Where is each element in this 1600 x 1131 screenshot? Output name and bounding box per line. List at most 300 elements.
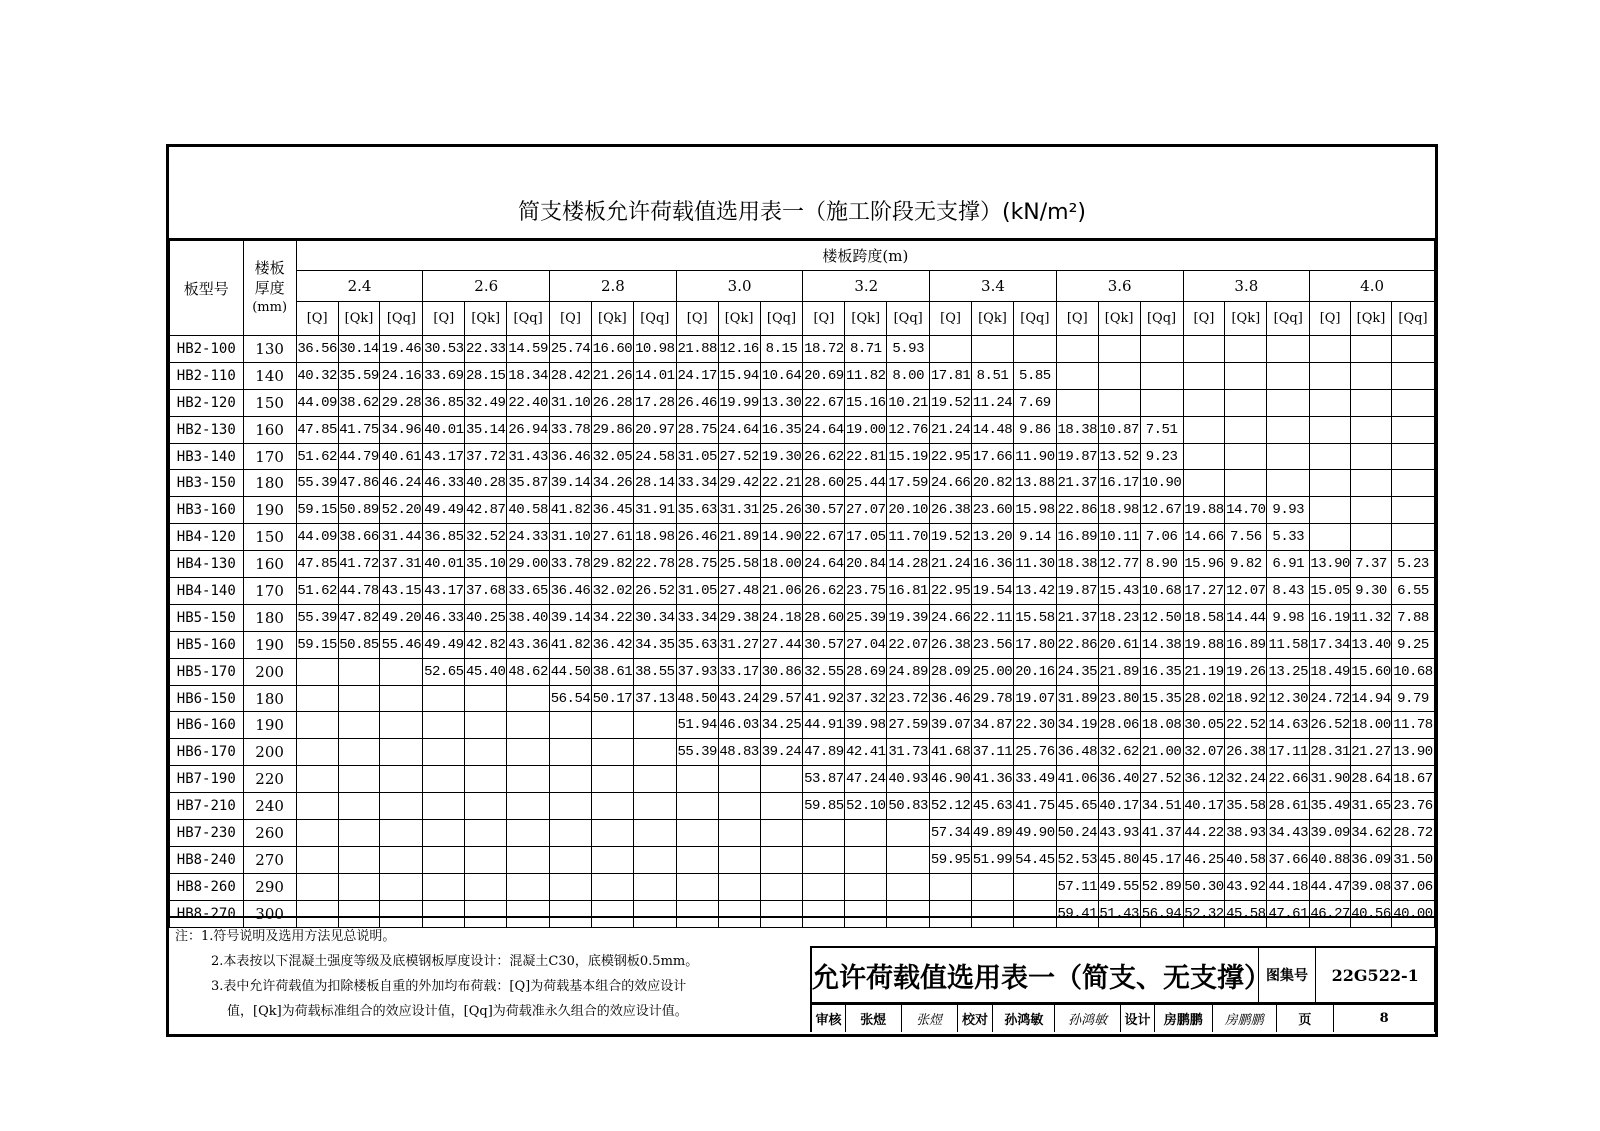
value-cell: 37.31 — [380, 551, 423, 578]
value-cell: 30.14 — [338, 336, 380, 363]
value-cell — [380, 793, 423, 820]
value-cell: 35.49 — [1310, 793, 1351, 820]
value-cell: 22.40 — [507, 389, 550, 416]
value-cell — [465, 793, 507, 820]
drawing-title: 允许荷载值选用表一（简支、无支撑） — [812, 948, 1259, 1002]
value-cell: 48.62 — [507, 658, 550, 685]
value-cell: 31.73 — [887, 739, 930, 766]
value-cell: 44.91 — [803, 712, 845, 739]
value-cell: 36.45 — [591, 497, 633, 524]
value-cell: 40.93 — [887, 766, 930, 793]
value-cell: 22.11 — [972, 604, 1014, 631]
value-cell: 32.52 — [465, 524, 507, 551]
value-cell: 22.95 — [930, 578, 972, 605]
value-cell: 25.26 — [760, 497, 803, 524]
value-cell — [972, 336, 1014, 363]
value-cell — [1310, 416, 1351, 443]
value-cell: 10.68 — [1140, 578, 1183, 605]
value-cell: 38.40 — [507, 604, 550, 631]
value-cell — [633, 739, 676, 766]
title-row — [169, 147, 1435, 240]
value-cell: 26.52 — [633, 578, 676, 605]
title-block-bottom — [810, 1004, 1435, 1032]
value-cell: 36.48 — [1056, 739, 1098, 766]
value-cell: 19.26 — [1225, 658, 1267, 685]
value-cell — [338, 793, 380, 820]
value-cell: 29.78 — [972, 685, 1014, 712]
value-cell — [507, 846, 550, 873]
value-cell: 15.96 — [1183, 551, 1225, 578]
value-cell: 37.72 — [465, 443, 507, 470]
thickness-cell: 160 — [243, 416, 296, 443]
value-cell: 16.35 — [1140, 658, 1183, 685]
value-cell — [380, 712, 423, 739]
thickness-cell: 190 — [243, 497, 296, 524]
value-cell: 14.48 — [972, 416, 1014, 443]
value-cell — [676, 766, 718, 793]
model-cell: HB2-130 — [170, 416, 244, 443]
value-cell: 48.83 — [718, 739, 760, 766]
page-label: 页 — [1277, 1004, 1335, 1032]
value-cell: 40.88 — [1310, 846, 1351, 873]
review-signature: 张煜 — [902, 1004, 958, 1032]
value-cell: 28.02 — [1183, 685, 1225, 712]
value-cell: 11.24 — [972, 389, 1014, 416]
value-cell — [423, 793, 465, 820]
value-cell — [1225, 416, 1267, 443]
value-cell — [338, 658, 380, 685]
value-cell — [1267, 470, 1310, 497]
value-cell: 34.43 — [1267, 820, 1310, 847]
title-block-top — [810, 946, 1435, 1004]
value-cell — [465, 873, 507, 900]
value-cell: 42.87 — [465, 497, 507, 524]
value-cell: 14.70 — [1225, 497, 1267, 524]
value-cell: 25.74 — [550, 336, 592, 363]
value-cell: 11.90 — [1013, 443, 1056, 470]
value-cell: 21.00 — [1140, 739, 1183, 766]
value-cell — [633, 712, 676, 739]
value-cell: 21.89 — [1098, 658, 1140, 685]
load-type-header-cell: [Q] — [550, 302, 592, 336]
value-cell — [380, 685, 423, 712]
model-cell: HB4-130 — [170, 551, 244, 578]
value-cell: 19.52 — [930, 389, 972, 416]
value-cell: 31.10 — [550, 389, 592, 416]
value-cell: 19.07 — [1013, 685, 1056, 712]
value-cell — [591, 712, 633, 739]
value-cell: 24.16 — [380, 362, 423, 389]
value-cell: 28.31 — [1310, 739, 1351, 766]
value-cell — [591, 793, 633, 820]
value-cell: 16.35 — [760, 416, 803, 443]
value-cell: 35.10 — [465, 551, 507, 578]
value-cell — [591, 820, 633, 847]
table-row — [170, 336, 1435, 363]
table-row — [170, 551, 1435, 578]
value-cell — [1225, 470, 1267, 497]
value-cell: 28.14 — [633, 470, 676, 497]
value-cell: 41.68 — [930, 739, 972, 766]
value-cell: 16.17 — [1098, 470, 1140, 497]
value-cell: 19.39 — [887, 604, 930, 631]
value-cell — [1310, 336, 1351, 363]
value-cell: 38.66 — [338, 524, 380, 551]
value-cell: 28.75 — [676, 416, 718, 443]
note-2: 2.本表按以下混凝土强度等级及底模钢板厚度设计：混凝土C30，底模钢板0.5mm。 — [211, 954, 699, 969]
value-cell — [1310, 389, 1351, 416]
value-cell: 52.10 — [845, 793, 887, 820]
value-cell: 52.20 — [380, 497, 423, 524]
table-row — [170, 793, 1435, 820]
value-cell — [296, 820, 338, 847]
value-cell: 26.94 — [507, 416, 550, 443]
value-cell: 31.44 — [380, 524, 423, 551]
value-cell: 25.58 — [718, 551, 760, 578]
value-cell: 56.94 — [1140, 900, 1183, 927]
value-cell: 21.19 — [1183, 658, 1225, 685]
value-cell — [803, 846, 845, 873]
value-cell — [1351, 470, 1392, 497]
value-cell: 46.25 — [1183, 846, 1225, 873]
page-title: 简支楼板允许荷载值选用表一（施工阶段无支撑）(kN/m²) — [517, 200, 1087, 225]
value-cell: 19.87 — [1056, 578, 1098, 605]
value-cell: 37.13 — [633, 685, 676, 712]
value-cell — [1267, 443, 1310, 470]
value-cell: 22.33 — [465, 336, 507, 363]
model-cell: HB6-150 — [170, 685, 244, 712]
value-cell — [338, 685, 380, 712]
value-cell: 47.85 — [296, 416, 338, 443]
value-cell: 15.60 — [1351, 658, 1392, 685]
value-cell — [1056, 362, 1098, 389]
value-cell: 40.25 — [465, 604, 507, 631]
value-cell — [1098, 362, 1140, 389]
value-cell: 50.83 — [887, 793, 930, 820]
value-cell — [633, 873, 676, 900]
table-row — [170, 766, 1435, 793]
value-cell — [296, 873, 338, 900]
value-cell: 40.00 — [1391, 900, 1434, 927]
value-cell: 27.48 — [718, 578, 760, 605]
value-cell: 23.75 — [845, 578, 887, 605]
value-cell — [296, 685, 338, 712]
value-cell: 26.62 — [803, 578, 845, 605]
span-header-cell: 2.4 — [296, 271, 423, 302]
value-cell: 33.17 — [718, 658, 760, 685]
value-cell: 24.66 — [930, 604, 972, 631]
span-header-cell: 4.0 — [1310, 271, 1435, 302]
value-cell: 9.23 — [1140, 443, 1183, 470]
value-cell — [760, 820, 803, 847]
value-cell: 40.61 — [380, 443, 423, 470]
model-cell: HB6-170 — [170, 739, 244, 766]
value-cell: 21.37 — [1056, 604, 1098, 631]
value-cell: 52.53 — [1056, 846, 1098, 873]
value-cell: 57.11 — [1056, 873, 1098, 900]
value-cell: 26.62 — [803, 443, 845, 470]
model-cell: HB7-210 — [170, 793, 244, 820]
value-cell: 9.98 — [1267, 604, 1310, 631]
design-label: 设计 — [1121, 1004, 1155, 1032]
model-cell: HB8-240 — [170, 846, 244, 873]
table-row — [170, 658, 1435, 685]
value-cell: 15.16 — [845, 389, 887, 416]
value-cell: 44.18 — [1267, 873, 1310, 900]
value-cell — [1098, 336, 1140, 363]
value-cell: 21.89 — [718, 524, 760, 551]
value-cell: 10.90 — [1140, 470, 1183, 497]
value-cell: 59.15 — [296, 497, 338, 524]
model-cell: HB2-100 — [170, 336, 244, 363]
value-cell: 39.14 — [550, 604, 592, 631]
value-cell — [1013, 873, 1056, 900]
load-type-header-cell: [Qk] — [718, 302, 760, 336]
value-cell: 22.66 — [1267, 766, 1310, 793]
load-type-row — [170, 302, 1435, 336]
value-cell — [1225, 336, 1267, 363]
value-cell — [296, 739, 338, 766]
value-cell: 49.49 — [423, 631, 465, 658]
value-cell: 14.01 — [633, 362, 676, 389]
model-label: 板型号 — [183, 279, 229, 298]
value-cell — [591, 846, 633, 873]
value-cell: 33.78 — [550, 416, 592, 443]
value-cell: 45.40 — [465, 658, 507, 685]
value-cell: 21.26 — [591, 362, 633, 389]
check-label: 校对 — [958, 1004, 994, 1032]
value-cell: 34.62 — [1351, 820, 1392, 847]
value-cell: 16.60 — [591, 336, 633, 363]
value-cell: 52.32 — [1183, 900, 1225, 927]
thickness-cell: 270 — [243, 846, 296, 873]
value-cell: 17.28 — [633, 389, 676, 416]
value-cell: 22.30 — [1013, 712, 1056, 739]
value-cell: 42.41 — [845, 739, 887, 766]
value-cell: 27.04 — [845, 631, 887, 658]
value-cell — [803, 873, 845, 900]
value-cell: 43.36 — [507, 631, 550, 658]
value-cell: 22.81 — [845, 443, 887, 470]
value-cell: 13.25 — [1267, 658, 1310, 685]
footer — [169, 916, 1435, 1034]
thickness-cell: 290 — [243, 873, 296, 900]
value-cell: 44.78 — [338, 578, 380, 605]
table-row — [170, 524, 1435, 551]
value-cell — [1225, 443, 1267, 470]
value-cell: 29.28 — [380, 389, 423, 416]
value-cell: 8.51 — [972, 362, 1014, 389]
value-cell: 51.62 — [296, 578, 338, 605]
value-cell — [803, 820, 845, 847]
value-cell: 44.79 — [338, 443, 380, 470]
value-cell: 17.66 — [972, 443, 1014, 470]
value-cell — [1056, 389, 1098, 416]
value-cell: 20.16 — [1013, 658, 1056, 685]
value-cell: 46.33 — [423, 470, 465, 497]
value-cell: 31.90 — [1310, 766, 1351, 793]
value-cell: 28.06 — [1098, 712, 1140, 739]
load-type-header-cell: [Qk] — [1225, 302, 1267, 336]
value-cell: 6.55 — [1391, 578, 1434, 605]
value-cell: 7.06 — [1140, 524, 1183, 551]
value-cell — [676, 793, 718, 820]
value-cell — [423, 739, 465, 766]
value-cell: 26.28 — [591, 389, 633, 416]
value-cell: 40.58 — [1225, 846, 1267, 873]
thickness-cell: 150 — [243, 389, 296, 416]
thickness-cell: 130 — [243, 336, 296, 363]
value-cell: 12.77 — [1098, 551, 1140, 578]
value-cell — [760, 846, 803, 873]
value-cell: 50.24 — [1056, 820, 1098, 847]
value-cell: 20.10 — [887, 497, 930, 524]
value-cell: 17.34 — [1310, 631, 1351, 658]
value-cell: 39.07 — [930, 712, 972, 739]
value-cell: 13.88 — [1013, 470, 1056, 497]
value-cell: 41.75 — [338, 416, 380, 443]
value-cell: 17.05 — [845, 524, 887, 551]
value-cell: 47.24 — [845, 766, 887, 793]
load-type-header-cell: [Q] — [1183, 302, 1225, 336]
value-cell: 31.05 — [676, 443, 718, 470]
value-cell: 37.06 — [1391, 873, 1434, 900]
value-cell: 24.18 — [760, 604, 803, 631]
value-cell: 13.90 — [1310, 551, 1351, 578]
load-type-header-cell: [Qq] — [380, 302, 423, 336]
atlas-number: 22G522-1 — [1316, 948, 1435, 1002]
model-cell: HB3-150 — [170, 470, 244, 497]
value-cell: 34.19 — [1056, 712, 1098, 739]
value-cell: 45.65 — [1056, 793, 1098, 820]
value-cell: 13.52 — [1098, 443, 1140, 470]
value-cell — [633, 820, 676, 847]
value-cell: 39.14 — [550, 470, 592, 497]
model-cell: HB6-160 — [170, 712, 244, 739]
value-cell: 15.94 — [718, 362, 760, 389]
value-cell — [550, 712, 592, 739]
value-cell: 16.36 — [972, 551, 1014, 578]
span-header-cell: 2.8 — [550, 271, 677, 302]
table-row — [170, 604, 1435, 631]
value-cell: 36.40 — [1098, 766, 1140, 793]
value-cell — [423, 846, 465, 873]
value-cell: 46.33 — [423, 604, 465, 631]
value-cell: 19.00 — [845, 416, 887, 443]
value-cell: 18.98 — [633, 524, 676, 551]
value-cell: 52.65 — [423, 658, 465, 685]
value-cell: 45.58 — [1225, 900, 1267, 927]
table-row — [170, 739, 1435, 766]
value-cell: 5.23 — [1391, 551, 1434, 578]
span-header-cell: 3.6 — [1056, 271, 1183, 302]
value-cell — [930, 873, 972, 900]
value-cell: 15.58 — [1013, 604, 1056, 631]
value-cell — [338, 873, 380, 900]
model-cell: HB4-120 — [170, 524, 244, 551]
value-cell: 22.52 — [1225, 712, 1267, 739]
value-cell — [718, 873, 760, 900]
value-cell: 19.52 — [930, 524, 972, 551]
value-cell — [1351, 497, 1392, 524]
value-cell: 41.82 — [550, 497, 592, 524]
value-cell: 46.27 — [1310, 900, 1351, 927]
value-cell: 16.19 — [1310, 604, 1351, 631]
value-cell: 9.25 — [1391, 631, 1434, 658]
value-cell: 18.08 — [1140, 712, 1183, 739]
value-cell: 28.72 — [1391, 820, 1434, 847]
value-cell: 17.11 — [1267, 739, 1310, 766]
value-cell — [1183, 416, 1225, 443]
value-cell: 19.87 — [1056, 443, 1098, 470]
value-cell: 38.62 — [338, 389, 380, 416]
value-cell — [1391, 389, 1434, 416]
value-cell: 10.68 — [1391, 658, 1434, 685]
value-cell — [591, 873, 633, 900]
title-block — [810, 946, 1435, 1034]
value-cell: 36.85 — [423, 389, 465, 416]
value-cell — [760, 766, 803, 793]
value-cell: 18.67 — [1391, 766, 1434, 793]
value-cell: 17.27 — [1183, 578, 1225, 605]
value-cell — [972, 873, 1014, 900]
value-cell: 12.76 — [887, 416, 930, 443]
value-cell — [760, 793, 803, 820]
value-cell: 43.17 — [423, 578, 465, 605]
value-cell: 28.15 — [465, 362, 507, 389]
value-cell: 36.46 — [550, 443, 592, 470]
value-cell: 19.99 — [718, 389, 760, 416]
value-cell: 24.64 — [803, 551, 845, 578]
value-cell: 26.38 — [1225, 739, 1267, 766]
value-cell — [1351, 416, 1392, 443]
value-cell — [550, 820, 592, 847]
value-cell — [423, 873, 465, 900]
value-cell: 32.49 — [465, 389, 507, 416]
value-cell: 14.66 — [1183, 524, 1225, 551]
value-cell: 49.55 — [1098, 873, 1140, 900]
thickness-cell: 180 — [243, 685, 296, 712]
value-cell: 20.84 — [845, 551, 887, 578]
value-cell: 30.57 — [803, 497, 845, 524]
value-cell — [423, 712, 465, 739]
value-cell — [718, 793, 760, 820]
value-cell: 21.24 — [930, 551, 972, 578]
load-type-header-cell: [Q] — [676, 302, 718, 336]
value-cell: 9.14 — [1013, 524, 1056, 551]
value-cell: 29.82 — [591, 551, 633, 578]
value-cell: 22.95 — [930, 443, 972, 470]
value-cell — [296, 846, 338, 873]
value-cell: 47.86 — [338, 470, 380, 497]
value-cell: 43.24 — [718, 685, 760, 712]
value-cell: 23.60 — [972, 497, 1014, 524]
check-name: 孙鸿敏 — [993, 1004, 1055, 1032]
thickness-cell: 170 — [243, 443, 296, 470]
value-cell — [718, 766, 760, 793]
thickness-cell: 260 — [243, 820, 296, 847]
value-cell: 17.81 — [930, 362, 972, 389]
value-cell — [1183, 389, 1225, 416]
value-cell: 22.78 — [633, 551, 676, 578]
value-cell: 31.65 — [1351, 793, 1392, 820]
value-cell — [423, 685, 465, 712]
value-cell — [465, 712, 507, 739]
table-row — [170, 873, 1435, 900]
value-cell: 11.82 — [845, 362, 887, 389]
value-cell: 25.00 — [972, 658, 1014, 685]
value-cell: 34.22 — [591, 604, 633, 631]
